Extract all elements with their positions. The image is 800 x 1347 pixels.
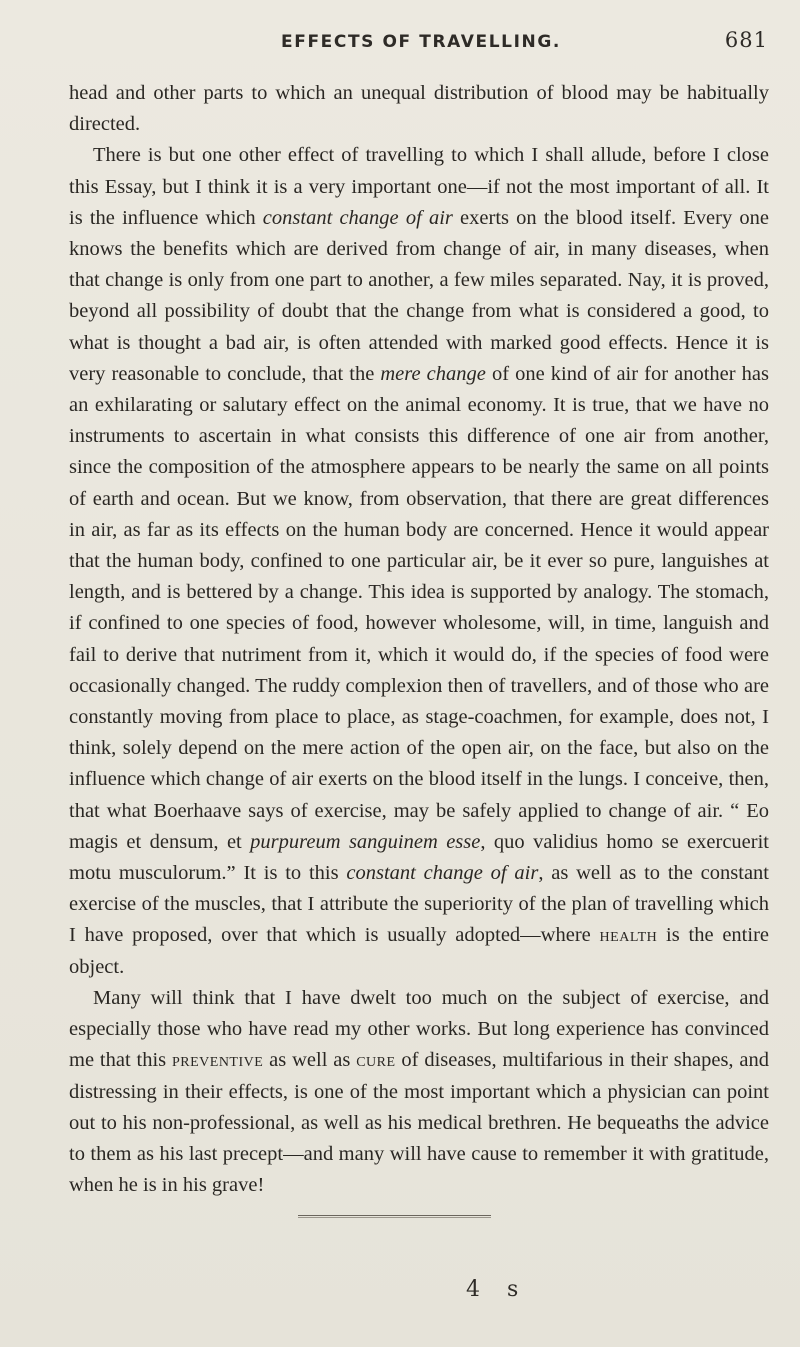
text-run: of diseases, multifarious in their shapes, and distressing in their effects, is one of the most important which a physician can point out to his non-professional, as well as his medical brethren. He bequeaths the advice to them as his last precept—and many will have cause to remember it with gratitude, when he is in his grave!	[69, 1049, 769, 1197]
smallcaps-run: preventive	[171, 1049, 264, 1072]
text-run: There is but one other effect of travelling to which I shall allude, before I close this Essay, but I think it is a very important one—if not the most important of all. It is the influence which	[69, 144, 769, 229]
paragraph-continuation	[69, 78, 769, 140]
text-run: , quo validius homo se exercuerit motu musculorum.” It is to this	[69, 830, 769, 885]
text-run: head and other parts to which an unequal distribution of blood may be habitually directed.	[69, 82, 769, 136]
paragraph-exercise	[69, 983, 769, 1201]
page-header	[70, 18, 772, 58]
smallcaps-run: cure	[356, 1049, 396, 1072]
text-run: Many will think that I have dwelt too much on the subject of exercise, and especially those who have read my other works. But long experience has convinced me that this	[69, 986, 769, 1072]
text-run: as well as	[263, 1049, 357, 1072]
running-title: EFFECTS OF TRAVELLING.	[281, 32, 561, 52]
smallcaps-run: health	[599, 924, 658, 947]
text-run: exerts on the blood itself. Every one knows the benefits which are derived from change of air, in many diseases, when that change is only from one part to another, a few miles separated. Nay, it is proved, beyond all possibility of doubt that the change from what is considered a good, to what is thought a bad air, is often attended with marked good effects. Hence it is very reasonable to conclude, that the	[69, 206, 769, 385]
text-run: is the entire object.	[69, 924, 770, 978]
body-text	[69, 78, 769, 1201]
italic-run: mere change	[380, 362, 486, 385]
text-run: , as well as to the constant exercise of the muscles, that I attribute the superiority of the plan of travelling which I have proposed, over that which is usually adopted—where	[69, 862, 769, 947]
text-run: of one kind of air for another has an exhilarating or salutary effect on the animal economy. It is true, that we have no instruments to ascertain in what consists this difference of one air from another, since the composition of the atmosphere appears to be nearly the same on all points of earth and ocean. But we know, from observation, that there are great differences in air, as far as its effects on the human body are concerned. Hence it would appear that the human body, confined to one particular air, be it ever so pure, languishes at length, and is bettered by a change. This idea is supported by analogy. The stomach, if confined to one species of food, however wholesome, will, in time, languish and fail to derive that nutriment from it, which it would do, if the species of food were occasionally changed. The ruddy complexion then of travellers, and of those who are constantly moving from place to place, as stage-coachmen, for example, does not, I think, solely depend on the mere action of the open air, on the face, but also on the influence which change of air exerts on the blood itself in the lungs. I conceive, then, that what Boerhaave says of exercise, may be safely applied to change of air. “ Eo magis et densum, et	[69, 362, 769, 853]
page-number: 681	[724, 28, 768, 52]
paragraph-change-of-air	[69, 140, 769, 982]
signature-mark: 4 s	[466, 1277, 529, 1302]
italic-run: constant change of air	[262, 206, 453, 229]
italic-run: constant change of air	[346, 862, 539, 885]
closing-rule	[298, 1215, 491, 1218]
italic-run: purpureum sanguinem esse	[250, 830, 481, 853]
